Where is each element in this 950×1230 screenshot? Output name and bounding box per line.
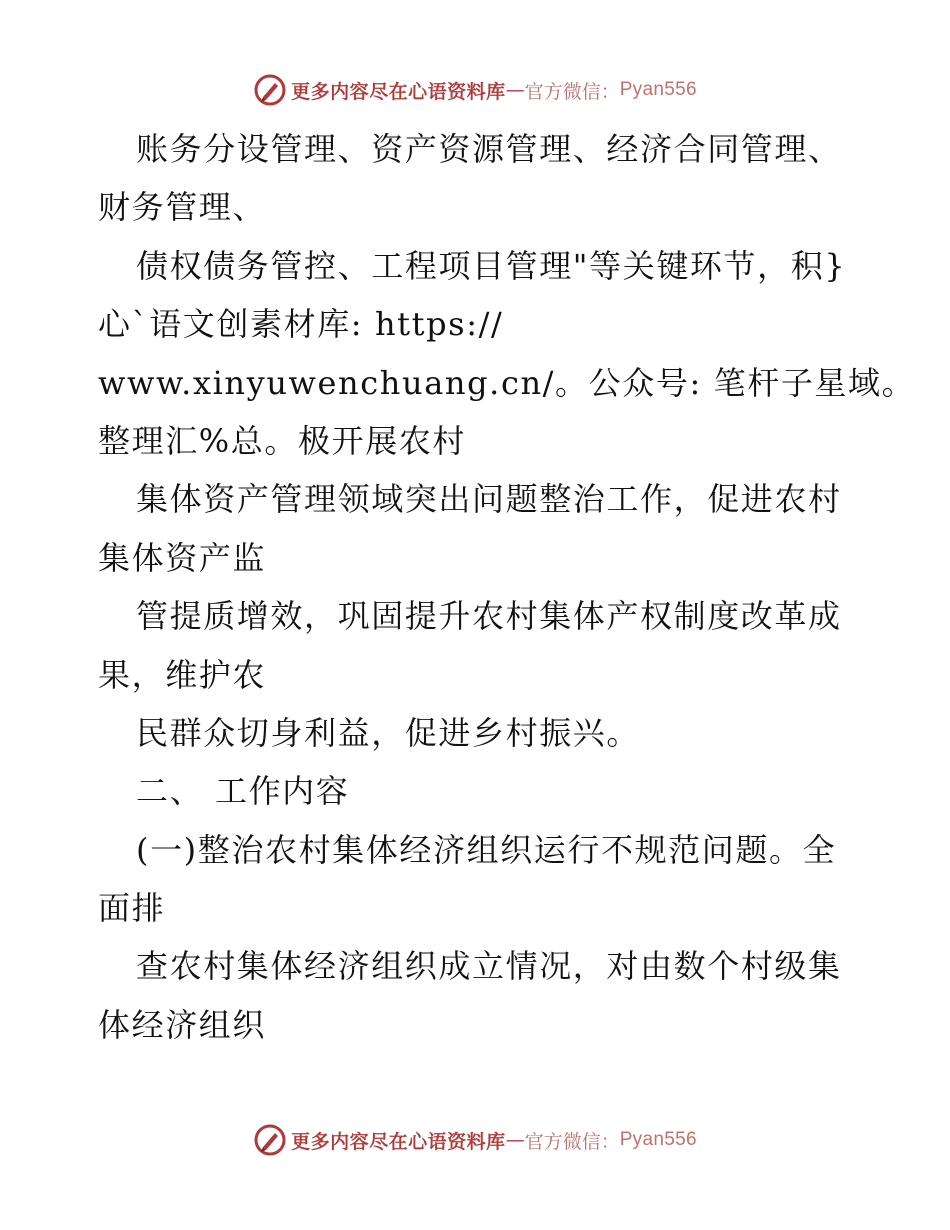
text-line: 民群众切身利益，促进乡村振兴。 <box>136 713 641 752</box>
banner-dash: — <box>505 1129 525 1151</box>
text-line: 二、 工作内容 <box>136 772 350 811</box>
text-line: 整理汇%总。极开展农村 <box>98 421 467 460</box>
pen-logo-icon <box>253 73 287 107</box>
banner-wechat-label: 官方微信： <box>524 80 620 103</box>
text-line: 体经济组织 <box>98 1005 267 1044</box>
banner-wechat-id: Pyan556 <box>619 79 697 100</box>
text-line: 管提质增效，巩固提升农村集体产权制度改革成 <box>136 597 842 636</box>
text-line: 债权债务管控、工程项目管理"等关键环节，积} <box>136 246 847 285</box>
banner-promo-text: 更多内容尽在心语资料库 <box>291 1130 506 1153</box>
banner-promo-text: 更多内容尽在心语资料库 <box>291 80 506 103</box>
text-line: 果，维护农 <box>98 655 267 694</box>
text-line: (一)整治农村集体经济组织运行不规范问题。全 <box>136 830 837 869</box>
pen-logo-icon <box>253 1123 287 1157</box>
text-line: www.xinyuwenchuang.cn/。公众号: 笔杆子星域。 <box>98 363 916 402</box>
footer-banner <box>0 1120 950 1160</box>
banner-wechat-label: 官方微信： <box>524 1130 620 1153</box>
text-line: 查农村集体经济组织成立情况，对由数个村级集 <box>136 947 842 986</box>
header-banner <box>0 70 950 110</box>
text-line: 账务分设管理、资产资源管理、经济合同管理、 <box>136 130 842 168</box>
text-line: 集体资产监 <box>98 538 267 577</box>
text-line: 集体资产管理领域突出问题整治工作，促进农村 <box>136 480 842 519</box>
document-body <box>98 120 916 1054</box>
text-line: 财务管理、 <box>98 188 267 227</box>
banner-dash: — <box>505 79 525 101</box>
text-line: 心`语文创素材库: https:// <box>98 305 504 344</box>
banner-wechat-id: Pyan556 <box>619 1129 697 1150</box>
text-line: 面排 <box>98 889 166 928</box>
